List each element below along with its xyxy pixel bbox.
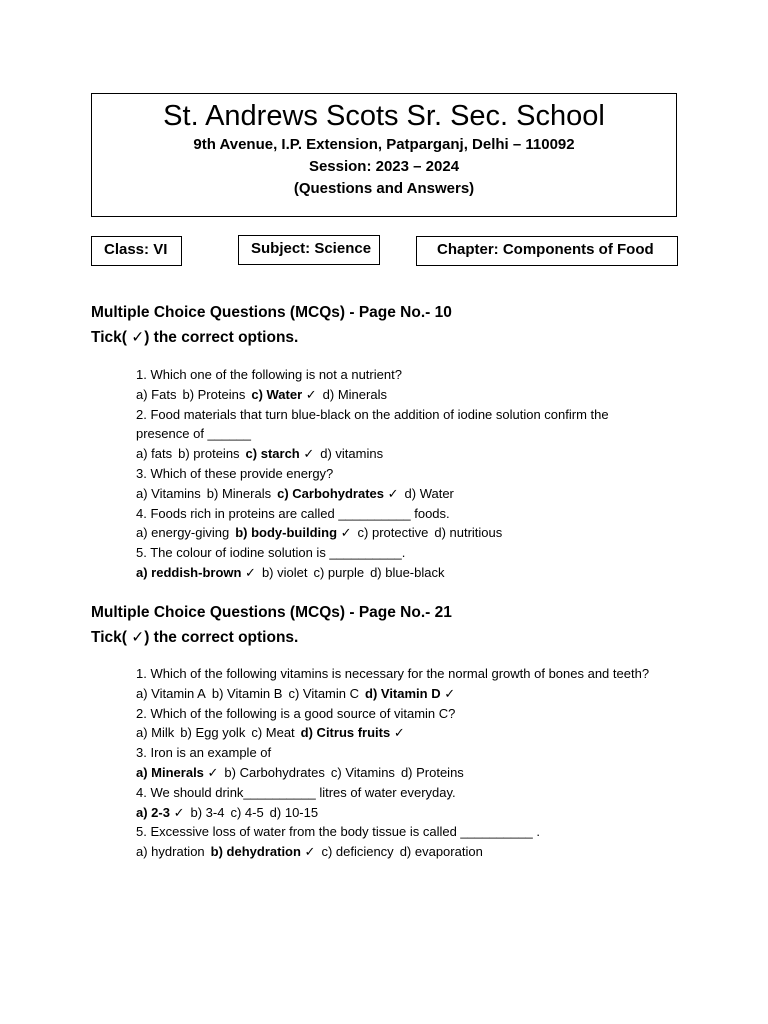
school-name: St. Andrews Scots Sr. Sec. School	[163, 100, 605, 132]
options-row	[136, 523, 656, 543]
option: a) Milk	[136, 725, 175, 741]
option: c) 4-5	[230, 804, 264, 820]
option: a) Vitamins	[136, 485, 201, 501]
option: a) Fats	[136, 386, 177, 402]
option: b) 3-4	[190, 804, 225, 820]
option: c) protective	[357, 525, 429, 541]
options-row	[136, 444, 656, 464]
option: b) Proteins	[182, 386, 246, 402]
option: d) vitamins	[320, 446, 384, 462]
options-row	[136, 723, 656, 743]
option: c) Vitamins	[330, 764, 395, 780]
option: d) Minerals	[322, 386, 387, 402]
options-row	[136, 385, 656, 405]
section-1-questions	[136, 365, 656, 583]
option: a) energy-giving	[136, 525, 230, 541]
option: a) fats	[136, 446, 173, 462]
options-row	[136, 484, 656, 504]
question-text: 5. The colour of iodine solution is __________.	[136, 545, 406, 561]
option: d) 10-15	[269, 804, 319, 820]
correct-option: a) reddish-brown ✓	[136, 564, 256, 580]
section-instruction: Tick( ✓) the correct options.	[91, 629, 299, 646]
correct-option: b) dehydration ✓	[210, 844, 316, 860]
question-text: 1. Which of the following vitamins is necessary for the normal growth of bones and teeth?	[136, 666, 650, 681]
option: c) Meat	[251, 725, 295, 741]
option: c) purple	[313, 564, 365, 580]
section-instruction: Tick( ✓) the correct options.	[91, 329, 299, 346]
option: b) Vitamin B	[211, 685, 283, 701]
option: d) evaporation	[399, 844, 483, 860]
option: d) nutritious	[434, 525, 503, 541]
correct-option: a) 2-3 ✓	[136, 804, 185, 820]
section-2-questions	[136, 664, 656, 862]
section-title: Multiple Choice Questions (MCQs) - Page No.- 21	[91, 604, 452, 621]
subtitle: (Questions and Answers)	[293, 180, 475, 197]
correct-option: b) body-building ✓	[235, 525, 352, 541]
option: b) violet	[261, 564, 308, 580]
options-row	[136, 684, 656, 704]
correct-option: d) Citrus fruits ✓	[300, 725, 405, 741]
option: d) Proteins	[400, 764, 464, 780]
chapter-box: Chapter: Components of Food	[416, 236, 678, 266]
correct-option: c) Water ✓	[251, 386, 317, 402]
option: a) Vitamin A	[136, 685, 206, 701]
school-header	[91, 93, 677, 217]
option: d) blue-black	[370, 564, 445, 580]
option: c) deficiency	[321, 844, 394, 860]
options-row	[136, 763, 656, 783]
question-text: 4. Foods rich in proteins are called __________ foods.	[136, 505, 450, 521]
school-address: 9th Avenue, I.P. Extension, Patparganj, Delhi – 110092	[193, 136, 575, 153]
correct-option: c) starch ✓	[245, 446, 315, 462]
question-text: 1. Which one of the following is not a nutrient?	[136, 367, 402, 382]
options-row	[136, 803, 656, 823]
options-row	[136, 563, 656, 583]
question-text: 4. We should drink__________ litres of water everyday.	[136, 784, 456, 800]
option: c) Vitamin C	[288, 685, 359, 701]
question-text: 2. Which of the following is a good source of vitamin C?	[136, 705, 456, 721]
section-1-header	[91, 300, 452, 350]
question-text: 5. Excessive loss of water from the body tissue is called __________ .	[136, 824, 540, 840]
correct-option: c) Carbohydrates ✓	[277, 485, 399, 501]
option: a) hydration	[136, 844, 205, 860]
option: b) Minerals	[206, 485, 272, 501]
option: b) Egg yolk	[180, 725, 246, 741]
correct-option: a) Minerals ✓	[136, 764, 219, 780]
options-row	[136, 842, 656, 862]
class-box: Class: VI	[91, 236, 182, 266]
question-text: 3. Iron is an example of	[136, 745, 272, 761]
subject-box: Subject: Science	[238, 235, 380, 265]
option: b) Carbohydrates	[224, 764, 325, 780]
session: Session: 2023 – 2024	[308, 158, 460, 175]
section-2-header	[91, 600, 452, 650]
section-title: Multiple Choice Questions (MCQs) - Page No.- 10	[91, 304, 452, 321]
question-text: 3. Which of these provide energy?	[136, 465, 334, 481]
option: b) proteins	[178, 446, 240, 462]
question-text: 2. Food materials that turn blue-black on the addition of iodine solution confirm the presence of ______	[136, 406, 609, 442]
option: d) Water	[404, 485, 454, 501]
correct-option: d) Vitamin D ✓	[365, 685, 456, 701]
